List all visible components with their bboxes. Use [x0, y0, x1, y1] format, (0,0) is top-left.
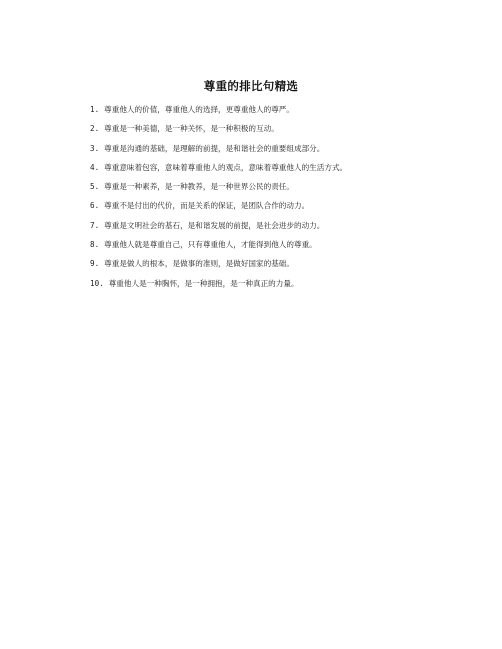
item-number: 1.: [90, 105, 100, 114]
list-item: [90, 158, 490, 177]
item-text: 尊重是做人的根本，是做事的准则，是做好国家的基础。: [104, 259, 294, 269]
item-text: 尊重他人是一种胸怀，是一种拥抱，是一种真正的力量。: [108, 278, 299, 288]
item-text: 尊重意味着包容，意味着尊重他人的观点，意味着尊重他人的生活方式。: [104, 162, 348, 172]
list-item: [90, 196, 490, 215]
item-text: 尊重是文明社会的基石，是和谐发展的前提，是社会进步的动力。: [104, 220, 325, 230]
list-item: [90, 235, 490, 254]
list-item: [90, 177, 490, 196]
item-text: 尊重他人就是尊重自己，只有尊重他人，才能得到他人的尊重。: [104, 240, 317, 250]
item-text: 尊重他人的价值，尊重他人的选择，更尊重他人的尊严。: [104, 105, 294, 114]
item-number: 10.: [90, 278, 104, 288]
item-number: 9.: [90, 259, 100, 269]
item-text: 尊重是沟通的基础，是理解的前提，是和谐社会的重要组成部分。: [104, 143, 325, 153]
list-item: [90, 274, 490, 293]
item-text: 尊重是一种美德，是一种关怀，是一种积极的互动。: [104, 124, 279, 134]
list-item: [90, 254, 490, 273]
item-number: 5.: [90, 182, 100, 192]
list-item: [90, 139, 490, 158]
list-item: [90, 119, 490, 138]
item-number: 2.: [90, 124, 100, 134]
item-text: 尊重是一种素养，是一种教养，是一种世界公民的责任。: [104, 182, 294, 192]
item-number: 7.: [90, 220, 100, 230]
item-text: 尊重不是付出的代价，而是关系的保证，是团队合作的动力。: [104, 201, 310, 211]
document-title: 尊重的排比句精选: [203, 79, 299, 93]
item-number: 8.: [90, 240, 100, 250]
list-item: [90, 100, 490, 119]
item-number: 4.: [90, 162, 100, 172]
sentence-list: [90, 100, 490, 293]
item-number: 6.: [90, 201, 100, 211]
list-item: [90, 216, 490, 235]
item-number: 3.: [90, 143, 100, 153]
